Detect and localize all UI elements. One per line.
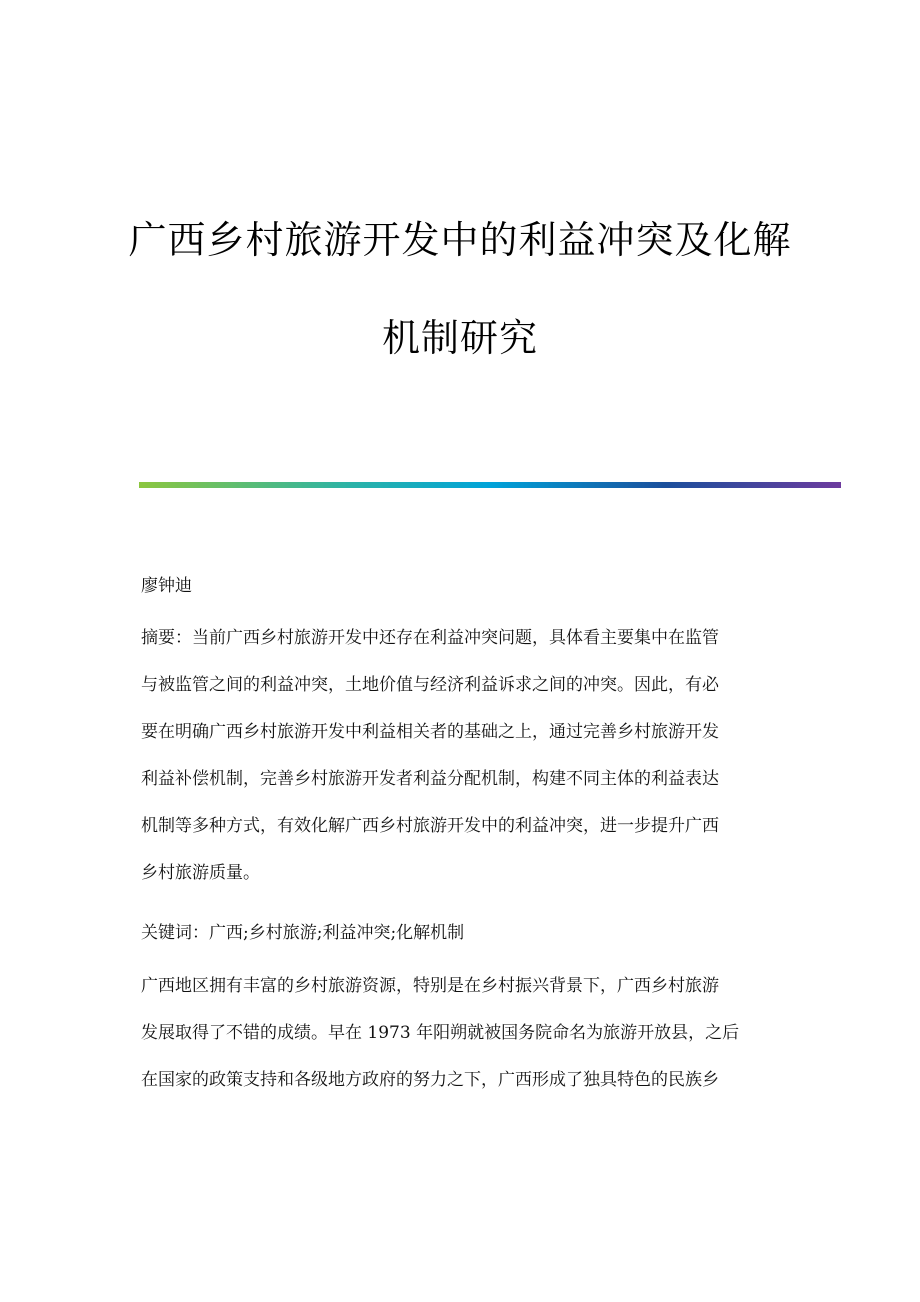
intro-line: 发展取得了不错的成绩。早在 1973 年阳朔就被国务院命名为旅游开放县，之后 bbox=[141, 1023, 740, 1043]
gradient-divider bbox=[139, 482, 841, 488]
intro-line: 广西地区拥有丰富的乡村旅游资源，特别是在乡村振兴背景下，广西乡村旅游 bbox=[141, 976, 719, 996]
document-title-line-2: 机制研究 bbox=[381, 316, 538, 360]
abstract-line: 摘要：当前广西乡村旅游开发中还存在利益冲突问题，具体看主要集中在监管 bbox=[141, 628, 719, 648]
intro-paragraph bbox=[141, 963, 781, 1104]
abstract-line: 机制等多种方式，有效化解广西乡村旅游开发中的利益冲突，进一步提升广西 bbox=[141, 816, 719, 836]
abstract-line: 利益补偿机制，完善乡村旅游开发者利益分配机制，构建不同主体的利益表达 bbox=[141, 769, 719, 789]
author-name: 廖钟迪 bbox=[141, 576, 192, 596]
document-title-line-1: 广西乡村旅游开发中的利益冲突及化解 bbox=[128, 218, 792, 262]
abstract-line: 要在明确广西乡村旅游开发中利益相关者的基础之上，通过完善乡村旅游开发 bbox=[141, 722, 719, 742]
abstract-line: 乡村旅游质量。 bbox=[141, 863, 260, 883]
abstract-line: 与被监管之间的利益冲突，土地价值与经济利益诉求之间的冲突。因此，有必 bbox=[141, 675, 719, 695]
intro-line: 在国家的政策支持和各级地方政府的努力之下，广西形成了独具特色的民族乡 bbox=[141, 1070, 719, 1090]
keywords-line: 关键词：广西;乡村旅游;利益冲突;化解机制 bbox=[141, 923, 465, 943]
abstract-paragraph bbox=[141, 615, 781, 897]
